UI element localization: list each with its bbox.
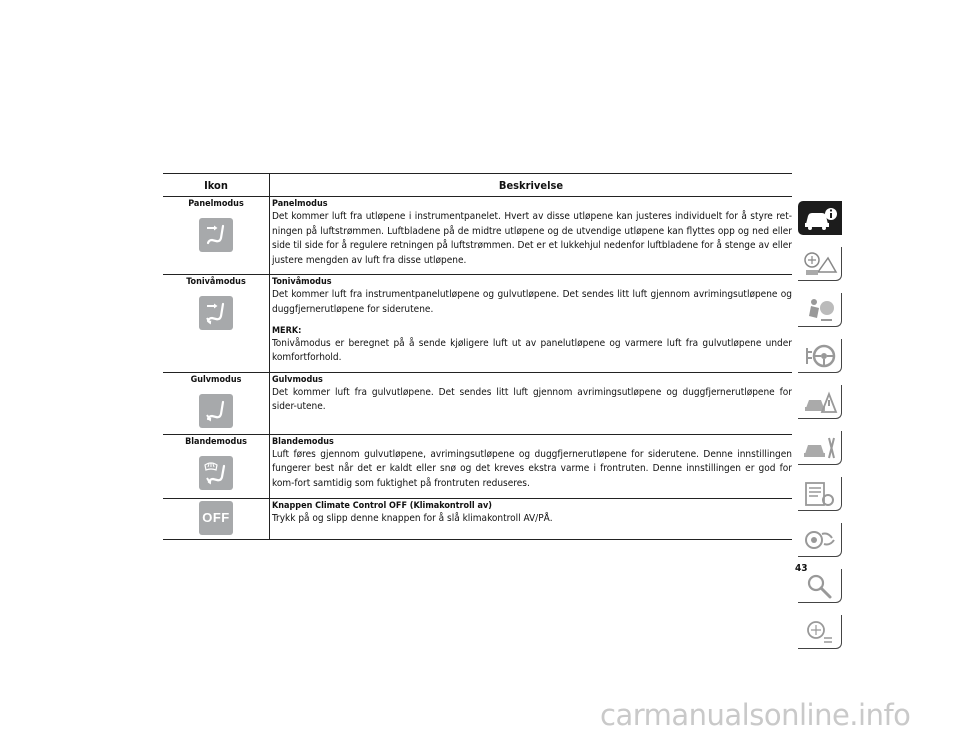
tab-safety[interactable]: [798, 293, 842, 327]
row-text: Det kommer luft fra utløpene i instrumentpanelet. Hvert av disse utløpene kan justeres individuelt for å styre ret-ningen på luftstrømmen. Luftbladene på de midtre utløpene og de utvendige utløpene kan flyttes opp og ned eller side til side for å regulere retningen på luftstrømmen. Det er et lukkehjul nedenfor luftbladene for å stenge av eller justere mengden av luft fra disse utløpene.: [272, 211, 792, 266]
table-row: [163, 372, 792, 434]
panel-mode-icon: [199, 218, 233, 252]
row-text: Luft føres gjennom gulvutløpene, avrimingsutløpene og duggfjernerutløpene for siderutene. Denne innstillingen fungerer best når det er kaldt eller snø og det kreves ekstra varme i frontruten. Denne innstillingen er god for kom-fort samtidig som fuktighet på frontruten reduseres.: [272, 448, 792, 489]
header-icon: Ikon: [163, 174, 270, 197]
car-info-icon: [802, 204, 838, 232]
note-text: Tonivåmodus er beregnet på å sende kjøligere luft ut av panelutløpene og varmere luft fra gulvutløpene under komfortforhold.: [272, 337, 792, 364]
row-title: Panelmodus: [272, 199, 328, 209]
note-title: MERK:: [272, 325, 302, 336]
off-button-icon: OFF: [199, 501, 233, 535]
airbag-icon: [802, 296, 838, 324]
row-title: Tonivåmodus: [272, 277, 332, 288]
tab-index[interactable]: [798, 615, 842, 649]
floor-mode-icon: [199, 394, 233, 428]
index-icon: [802, 618, 838, 646]
tab-multimedia[interactable]: [798, 523, 842, 557]
tab-emergency[interactable]: [798, 385, 842, 419]
tab-starting[interactable]: [798, 339, 842, 373]
mix-mode-icon: [199, 456, 233, 490]
steering-wheel-icon: [802, 342, 838, 370]
car-service-icon: [802, 434, 838, 462]
tab-vehicle-info[interactable]: [798, 201, 842, 235]
bilevel-mode-icon: [199, 296, 233, 330]
tab-service[interactable]: [798, 431, 842, 465]
tab-search[interactable]: [798, 569, 842, 603]
row-title: Gulvmodus: [272, 374, 323, 385]
table-row: [163, 434, 792, 498]
row-text: Det kommer luft fra instrumentpanelutløpene og gulvutløpene. Det sendes litt luft gjennom avrimingsutløpene og duggfjernerutløpene for siderutene.: [272, 289, 792, 315]
multimedia-icon: [802, 526, 838, 554]
warning-lights-icon: [802, 250, 838, 278]
climate-modes-table: [163, 173, 792, 540]
icon-label: Blandemodus: [185, 436, 247, 447]
row-title: Knappen Climate Control OFF (Klimakontroll av): [272, 500, 492, 511]
chapter-tabs: [798, 201, 842, 661]
watermark: carmanualsonline.info: [600, 698, 911, 732]
row-title: Blandemodus: [272, 436, 334, 447]
page-number: 43: [795, 563, 808, 574]
roadside-emergency-icon: [802, 388, 838, 416]
icon-label: Gulvmodus: [190, 374, 242, 385]
table-row: [163, 275, 792, 372]
tab-specifications[interactable]: [798, 477, 842, 511]
search-icon: [802, 572, 838, 600]
table-header-row: [163, 174, 792, 197]
row-text: Trykk på og slipp denne knappen for å slå klimakontroll AV/PÅ.: [272, 512, 553, 524]
table-row: [163, 498, 792, 539]
row-text: Det kommer luft fra gulvutløpene. Det sendes litt luft gjennom avrimingsutløpene og duggfjernerutløpene for sider-utene.: [272, 386, 792, 413]
tab-warning-lights[interactable]: [798, 247, 842, 281]
icon-label: Tonivåmodus: [186, 277, 246, 288]
icon-label: Panelmodus: [188, 199, 244, 209]
table-row: [163, 197, 792, 275]
specifications-icon: [802, 480, 838, 508]
header-description: Beskrivelse: [270, 174, 793, 197]
